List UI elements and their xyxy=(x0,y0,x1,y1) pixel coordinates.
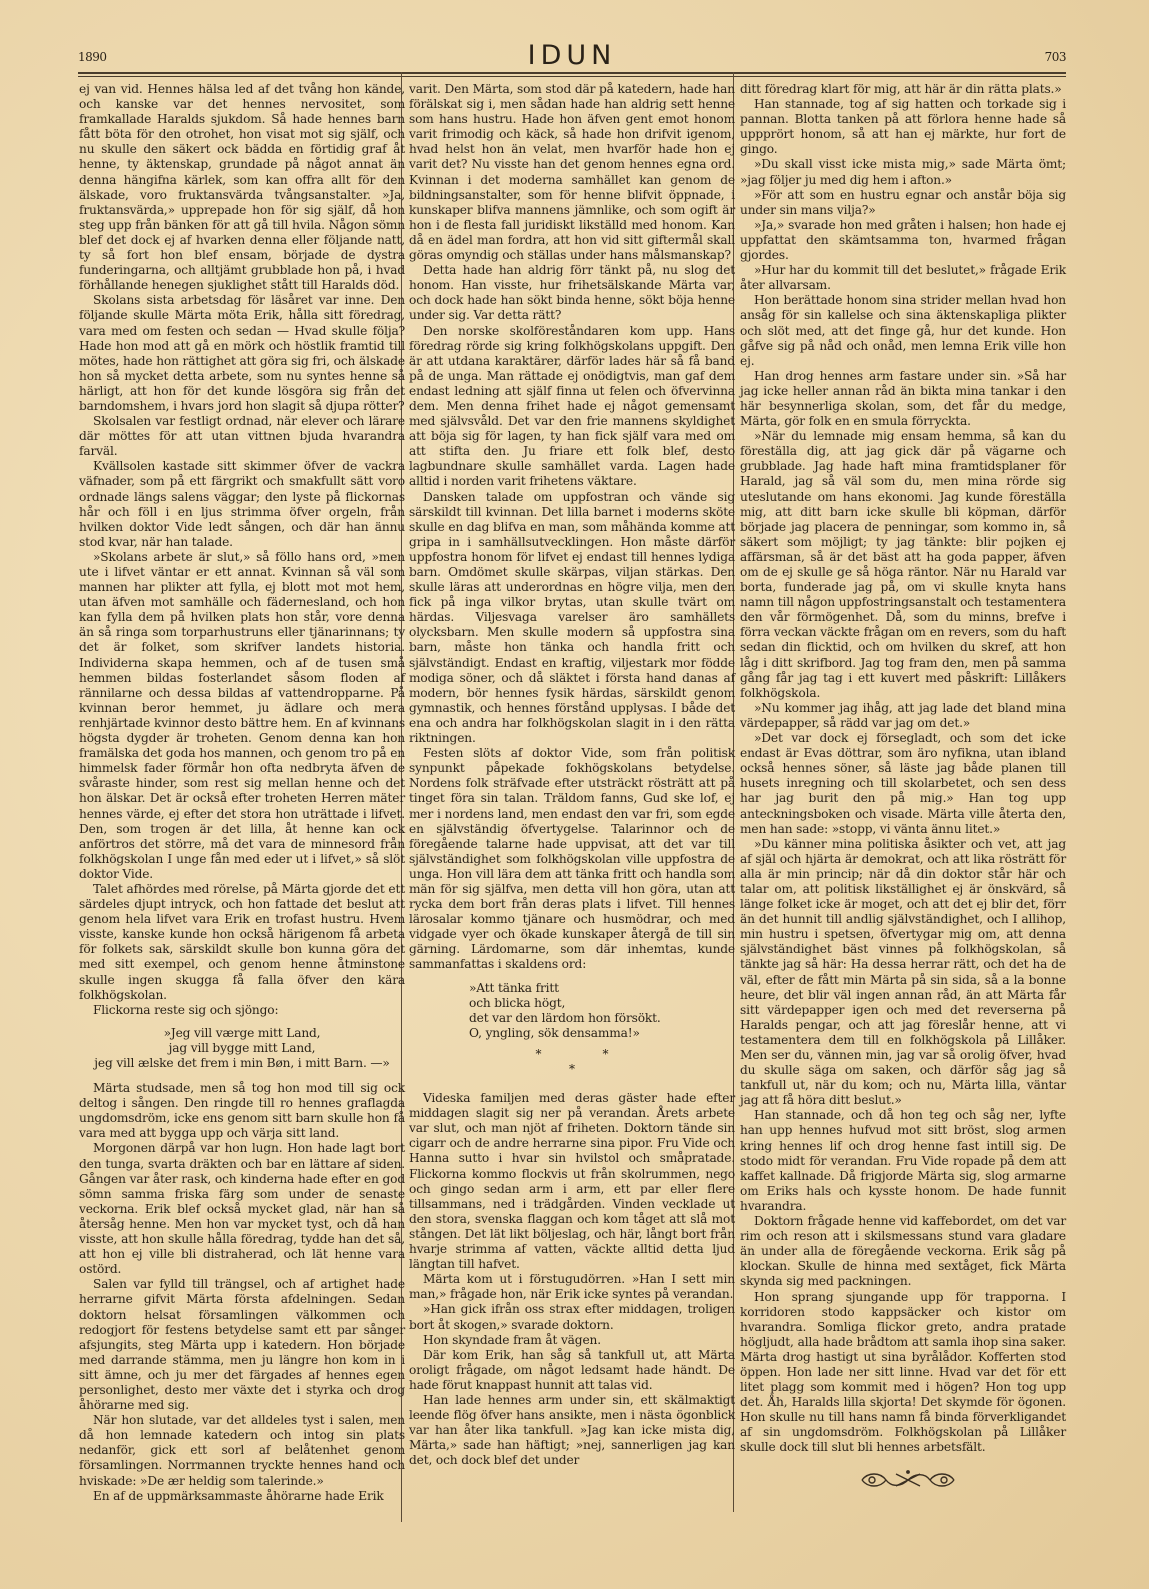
paragraph: Dansken talade om uppfostran och vände sig särskildt till kvinnan. Det lilla barnet i moderns sköte skulle en dag blifva en man, som måhända komme att gripa in i samhällsutvecklingen. Hon måste därför uppfostra honom för lifvet ej endast till hennes lydiga barn. Omdömet skulle skärpas, viljan stärkas. Den skulle läras att underordnas en högre vilja, men den fick på inga vilkor brytas, utan skulle tvärt om härdas. Viljesvaga varelser äro samhällets olycksbarn. Men skulle modern så uppfostra sina barn, måste hon tänka och handla fritt och självständigt. Endast en kraftig, viljestark mor födde modiga söner, och då släktet i första hand danas af modern, bör hennes fysik härdas, särskildt genom gymnastik, och hennes förstånd upplysas. I både det ena och andra har folkhögskolan slagit in i den rätta riktningen. xyxy=(409,489,735,746)
column-3 xyxy=(740,82,1066,1456)
verse-line: »Att tänka fritt xyxy=(469,980,559,995)
paragraph: Festen slöts af doktor Vide, som från politisk synpunkt påpekade fokhögskolans betydelse. Nordens folk sträfvade efter utsträckt rösträtt att på tinget föra sin talan. Träldom fanns, Gud ske lof, ej mer i nordens land, men endast den var fri, som egde en självständig öfvertygelse. Talarinnor och de föregående talarne hade uppvisat, att det var till självständighet som folkhögskolan ville uppfostra de unga. Hon vill lära dem att tänka fritt och handla som män för sig själfva, men detta vill hon göra, utan att rycka dem bort från deras plats i lifvet. Till hennes lärosalar kommo tjänare och husmödrar, och med vidgade vyer och ökade kunskaper återgå de till sin gärning. Lärdomarne, som där inhemtas, kunde sammanfattas i skaldens ord: xyxy=(409,746,735,972)
paragraph: Märta kom ut i förstugudörren. »Han I sett min man,» frågade hon, när Erik icke syntes på verandan. xyxy=(409,1272,735,1302)
paragraph: Hon sprang sjungande upp för trapporna. I korridoren stodo kappsäcker och kistor om hvarandra. Somliga flickor greto, andra pratade högljudt, alla hade brådtom att samla ihop sina saker. Märta drog hastigt ut sina byrålådor. Kofferten stod öppen. Hon lade ner sitt linne. Hvad var det för ett litet plagg som kommit med i högen? Hon tog upp det. Åh, Haralds lilla skjorta! Det skymde för ögonen. Hon skulle nu till hans namn få binda förverkligandet af sin ungdomsdröm. Folkhögskolan på Lillåker skulle dock till slut bli hennes arbetsfält. xyxy=(740,1289,1066,1455)
paragraph: Morgonen därpå var hon lugn. Hon hade lagt bort den tunga, svarta dräkten och bar en lättare af siden. Gången var åter rask, och kinderna hade efter en god sömn samma friska färg som under de senaste veckorna. Erik blef också mycket glad, när han så återsåg henne. Men hon var mycket tyst, och då han visste, att hon skulle hålla föredrag, tydde han det så, att hon ej ville bli distraherad, och lät henne vara ostörd. xyxy=(79,1141,405,1277)
paragraph: Detta hade han aldrig förr tänkt på, nu slog det honom. Han visste, hur frihetsälskande Märta var, och dock hade han sökt binda henne, sökt böja henne under sig. Var detta rätt? xyxy=(409,263,735,323)
publication-title: IDUN xyxy=(527,40,617,71)
paragraph: varit. Den Märta, som stod där på katedern, hade han förälskat sig i, men sådan hade han aldrig sett henne som hans hustru. Hade hon äfven gent emot honom varit frimodig och käck, så hade hon drifvit igenom, hvad helst hon än velat, men hvarför hade hon ej varit det? Nu visste han det genom hennes egna ord. Kvinnan i det moderna samhället kan genom de bildningsanstalter, som för henne blifvit öppnade, i kunskaper blifva mannens jämnlike, och som ogift är hon i de flesta fall juridiskt likställd med honom. Kan då en ädel man fordra, att hon vid sitt giftermål skall göras omyndig och ställas under hans målsmanskap? xyxy=(409,82,735,263)
column-2 xyxy=(409,82,735,1468)
paragraph: En af de uppmärksammaste åhörarne hade Erik xyxy=(93,1488,384,1503)
paragraph: Han stannade, och då hon teg och såg ner, lyfte han upp hennes hufvud mot sitt bröst, slog armen kring hennes lif och drog henne fast intill sig. De stodo midt för verandan. Fru Vide ropade på dem att kaffet kallnade. Då frigjorde Märta sig, slog armarne om Eriks hals och kysste honom. De hade funnit hvarandra. xyxy=(740,1108,1066,1213)
paragraph: »Det var dock ej försegladt, och som det icke endast är Evas döttrar, som äro nyfikna, utan ibland också hennes söner, så läste jag både planen till husets inregning och till skolarbetet, och sen dess har jag burit den på mig.» Han tog upp anteckningsboken och visade. Märta ville återta den, men han sade: »stopp, vi vänta ännu litet.» xyxy=(740,731,1066,836)
header-rule-thin xyxy=(78,76,1066,77)
paragraph: Doktorn frågade henne vid kaffebordet, om det var rim och reson att i skilsmessans stund vara gladare än under alla de föregående veckorna. Erik såg på klockan. Skulle de hinna med sextåget, fick Märta skynda sig med packningen. xyxy=(740,1214,1066,1289)
verse-line: jag vill bygge mitt Land, xyxy=(168,1040,316,1055)
verse-line: och blicka högt, xyxy=(469,995,566,1010)
end-ornament-icon xyxy=(858,1468,958,1492)
paragraph: »När du lemnade mig ensam hemma, så kan du föreställa dig, att jag gick där på vägarne och grubblade. Jag hade haft mina framtidsplaner för Harald, jag så väl som du, men mina rörde sig uteslutande om hans ekonomi. Jag kunde föreställa mig, att ditt barn icke skulle bli köpman, därför började jag placera de penningar, som kommo in, så säkert som möjligt; ty jag tänkte: blir pojken ej affärsman, så är det bäst att ha goda papper, äfven om de ej skulle ge så höga räntor. När nu Harald var borta, funderade jag på, om vi skulle knyta hans namn till någon uppfostringsanstalt och testamentera den vår förmögenhet. Då, som du minns, brefve i förra veckan väckte frågan om en revers, som du haft sedan din flicktid, och om hvilken du skref, att hon låg i ditt skrifbord. Jag tog fram den, men på samma gång får jag tag i ett kuvert med påskrift: Lillåkers folkhögskola. xyxy=(740,429,1066,700)
paragraph: Skolsalen var festligt ordnad, när elever och lärare där möttes för att utan vittnen bjuda hvarandra farväl. xyxy=(79,414,405,459)
paragraph: ej van vid. Hennes hälsa led af det tvång hon kände, och kanske var det hennes nervositet, som framkallade Haralds sjukdom. Så hade hennes barn fått böta för den otrohet, hon visat mot sig själf, och nu skulle den säkert ock bädda en förtidig graf åt henne, ty äktenskap, grundade på något annat än denna hängifna kärlek, som kan offra allt för den älskade, voro fruktansvärda tvångsanstalter. »Ja, fruktansvärda,» upprepade hon för sig själf, då hon steg upp från bänken för att gå till hvila. Någon sömn blef det dock ej af hvarken denna eller följande natt, ty så fort hon blef ensam, började de dystra funderingarna, och alltjämt grubblade hon på, i hvad förhållande henegen sjuklighet stått till Haralds död. xyxy=(79,82,405,293)
paragraph: ditt föredrag klart för mig, att här är din rätta plats.» xyxy=(740,82,1062,96)
poem-quote xyxy=(469,981,735,1041)
paragraph: »Du känner mina politiska åsikter och vet, att jag af själ och hjärta är demokrat, och att lika rösträtt för alla är min princip; när då din doktor står här och talar om, att politisk likställighet ej är önskvärd, så länge folket icke är moget, och att det ej blir det, förr än det hunnit till andlig självständighet, och I allihop, min hustru i spetsen, öfvertygar mig om, att denna självständighet bäst vinnes på folkhögskolan, så tänkte jag så här: Ha dessa herrar rätt, och det ha de väl, efter de fått min Märta på sin sida, så a la bonne heure, det blir väl ingen annan råd, än att Märta får sitt värdepapper igen och med det reverserna på Haralds pengar, och att jag föreslår henne, att vi testamentera dem till en folkhögskola på Lillåker. Men ser du, vännen min, jag var så orolig öfver, hvad du skulle säga om saken, och därför såg jag så tankfull ut, när du kom; och nu, Märta lilla, väntar jag att få höra ditt beslut.» xyxy=(740,836,1066,1108)
paragraph: Han drog hennes arm fastare under sin. »Så har jag icke heller annan råd än bikta mina tankar i den här besynnerliga skolan, som, det får du medge, Märta, gör folk en en smula förryckta. xyxy=(740,368,1066,429)
paragraph: Talet afhördes med rörelse, på Märta gjorde det ett särdeles djupt intryck, och hon fattade det beslut att genom hela lifvet vara Erik en trofast hustru. Hvem visste, kanske kunde hon också härigenom få arbeta för folkets sak, särskildt skulle bon kunna göra det med sitt exempel, och genom henne åtminstone skulle ingen skugga få falla öfver den kära folkhögskolan. xyxy=(79,881,405,1002)
paragraph: När hon slutade, var det alldeles tyst i salen, men då hon lemnade katedern och intog sin plats nedanför, gick ett sorl af belåtenhet genom församlingen. Norrmannen tryckte hennes hand och hviskade: »De ær heldig som talerinde.» xyxy=(79,1413,405,1488)
verse-line: »Jeg vill værge mitt Land, xyxy=(163,1025,321,1040)
song-verse xyxy=(79,1026,405,1071)
paragraph: »Du skall visst icke mista mig,» sade Märta ömt; »jag följer ju med dig hem i afton.» xyxy=(740,157,1066,187)
paragraph: Den norske skolföreståndaren kom upp. Hans föredrag rörde sig kring folkhögskolans uppgift. Den är att utdana karaktärer, därför lades här så få band på de unga. Man rättade ej onödigtvis, man gaf dem endast ledning att själf finna ut felen och öfvervinna dem. Men denna frihet hade ej något gemensamt med självsvåld. Det var den frie mannens skyldighet att böja sig för lagen, ty han fick själf vara med om att stifta den. Ju friare ett folk blef, desto lagbundnare skulle samhället varda. Lagen hade alltid i norden varit frihetens väktare. xyxy=(409,323,735,489)
paragraph: »Han gick ifrån oss strax efter middagen, troligen bort åt skogen,» svarade doktorn. xyxy=(409,1302,735,1332)
header-year: 1890 xyxy=(78,50,107,64)
page-header xyxy=(78,40,1066,71)
verse-line: det var den lärdom hon försökt. xyxy=(469,1010,661,1025)
section-separator-asterisks: * * * xyxy=(535,1046,609,1076)
paragraph: Han stannade, tog af sig hatten och torkade sig i pannan. Blotta tanken på att förlora henne hade så uppprört honom, så att han ej märkte, hur fort de gingo. xyxy=(740,97,1066,157)
verse-line: O, yngling, sök densamma!» xyxy=(469,1025,640,1040)
paragraph: »Nu kommer jag ihåg, att jag lade det bland mina värdepapper, så rädd var jag om det.» xyxy=(740,700,1066,730)
paragraph: Hon skyndade fram åt vägen. xyxy=(423,1332,601,1347)
paragraph: Där kom Erik, han såg så tankfull ut, att Märta oroligt frågade, om något ledsamt hade händt. De hade förut knappast hunnit att talas vid. xyxy=(409,1347,735,1392)
paragraph: »Ja,» svarade hon med gråten i halsen; hon hade ej uppfattat den skämtsamma ton, hvarmed frågan gjordes. xyxy=(740,217,1066,263)
page-number: 703 xyxy=(1044,50,1066,64)
paragraph: Märta studsade, men så tog hon mod till sig ock deltog i sången. Den ringde till ro hennes graflagda ungdomsdröm, icke ens genom sitt barn skulle hon få vara med att bygga upp och värja sitt land. xyxy=(79,1081,405,1141)
paragraph: Videska familjen med deras gäster hade efter middagen slagit sig ner på verandan. Årets arbete var slut, och man njöt af friheten. Doktorn tände sin cigarr och de andre herrarne sina pipor. Fru Vide och Hanna sutto i hvar sin hvilstol och småpratade. Flickorna kommo flockvis ut från skolrummen, nego och gingo sedan arm i arm, ett par eller flere tillsammans, ned i trädgården. Vinden vecklade ut den stora, svenska flaggan och kom tåget att slå mot stången. Det lät likt böljeslag, och här, långt bort från hvarje strimma af vatten, väckte alltid detta ljud längtan till hafvet. xyxy=(409,1091,735,1272)
paragraph: »Hur har du kommit till det beslutet,» frågade Erik åter allvarsam. xyxy=(740,263,1066,293)
paragraph: Salen var fylld till trängsel, och af artighet hade herrarne gifvit Märta första afdelningen. Sedan doktorn helsat församlingen välkommen och redogjort för festens betydelse samt ett par sånger afsjungits, steg Märta upp i katedern. Hon började med darrande stämma, men ju längre hon kom in i sitt ämne, och ju mer det färgades af hennes egen personlighet, desto mer växte det i styrka och drog åhörarne med sig. xyxy=(79,1277,405,1413)
paragraph: Hon berättade honom sina strider mellan hvad hon ansåg för sin kallelse och sina äktenskapliga plikter och slöt med, att det finge gå, hur det kunde. Hon gåfve sig på nåd och onåd, men lemna Erik ville hon ej. xyxy=(740,293,1066,368)
column-1 xyxy=(79,82,405,1504)
verse-line: jeg vill ælske det frem i min Bøn, i mitt Barn. —» xyxy=(94,1056,390,1070)
paragraph: »Skolans arbete är slut,» så föllo hans ord, »men ute i lifvet väntar er ett annat. Kvinnan så väl som mannen har plikter att fylla, ej blott mot mot hem, utan äfven mot samhälle och fädernesland, och hon kan fylla dem på hvilken plats hon står, vore denna än så ringa som torparhustruns eller tjänarinnans; ty det är folket, som skrifver landets historia. Individerna skapa hemmen, och af de tusen små hemmen bildas fosterlandet såsom floden af rännilarne och dessa bildas af vattendropparne. På kvinnan beror hemmet, ju ädlare och mera renhjärtade kvinnor desto bättre hem. En af kvinnans högsta dygder är troheten. Genom denna kan hon framälska det goda hos mannen, och genom tro på en himmelsk fader förmår hon ofta nedbryta äfven de svåraste hinder, som rest sig mellan henne och det hon älskar. Det är också efter troheten Herren mäter hennes värde, ej efter det stora hon uträttade i lifvet. Den, som trogen är det lilla, åt henne kan ock anförtros det större, må det vara de minnesord från folkhögskolan I unge fån med eder ut i lifvet,» så slöt doktor Vide. xyxy=(79,549,405,881)
paragraph: Flickorna reste sig och sjöngo: xyxy=(93,1002,279,1017)
paragraph: Han lade hennes arm under sin, ett skälmaktigt leende flög öfver hans ansikte, men i nästa ögonblick var han åter lika tankfull. »Jag kan icke mista dig, Märta,» sade han häftigt; »nej, sannerligen jag kan det, och dock blef det under xyxy=(409,1392,735,1468)
paragraph: Kvällsolen kastade sitt skimmer öfver de vackra väfnader, som på ett färgrikt och smakfullt sätt voro ordnade längs salens väggar; den lyste på flickornas hår och föll i en ljus strimma öfver orgeln, från hvilken doktor Vide ledt sången, och där han ännu stod kvar, när han talade. xyxy=(79,459,405,549)
paragraph: »För att som en hustru egnar och anstår böja sig under sin mans vilja?» xyxy=(740,187,1066,217)
header-rule-thick xyxy=(78,72,1066,74)
paragraph: Skolans sista arbetsdag för läsåret var inne. Den följande skulle Märta möta Erik, hålla sitt föredrag, vara med om festen och sedan — Hvad skulle följa? Hade hon mod att gå en mörk och höstlik framtid till mötes, hade hon rättighet att göra sig fri, och älskade hon så mycket detta arbete, som nu syntes henne så härligt, att hon för det kunde lösgöra sig från det barndomshem, i hvars jord hon slagit så djupa rötter? xyxy=(79,293,405,413)
